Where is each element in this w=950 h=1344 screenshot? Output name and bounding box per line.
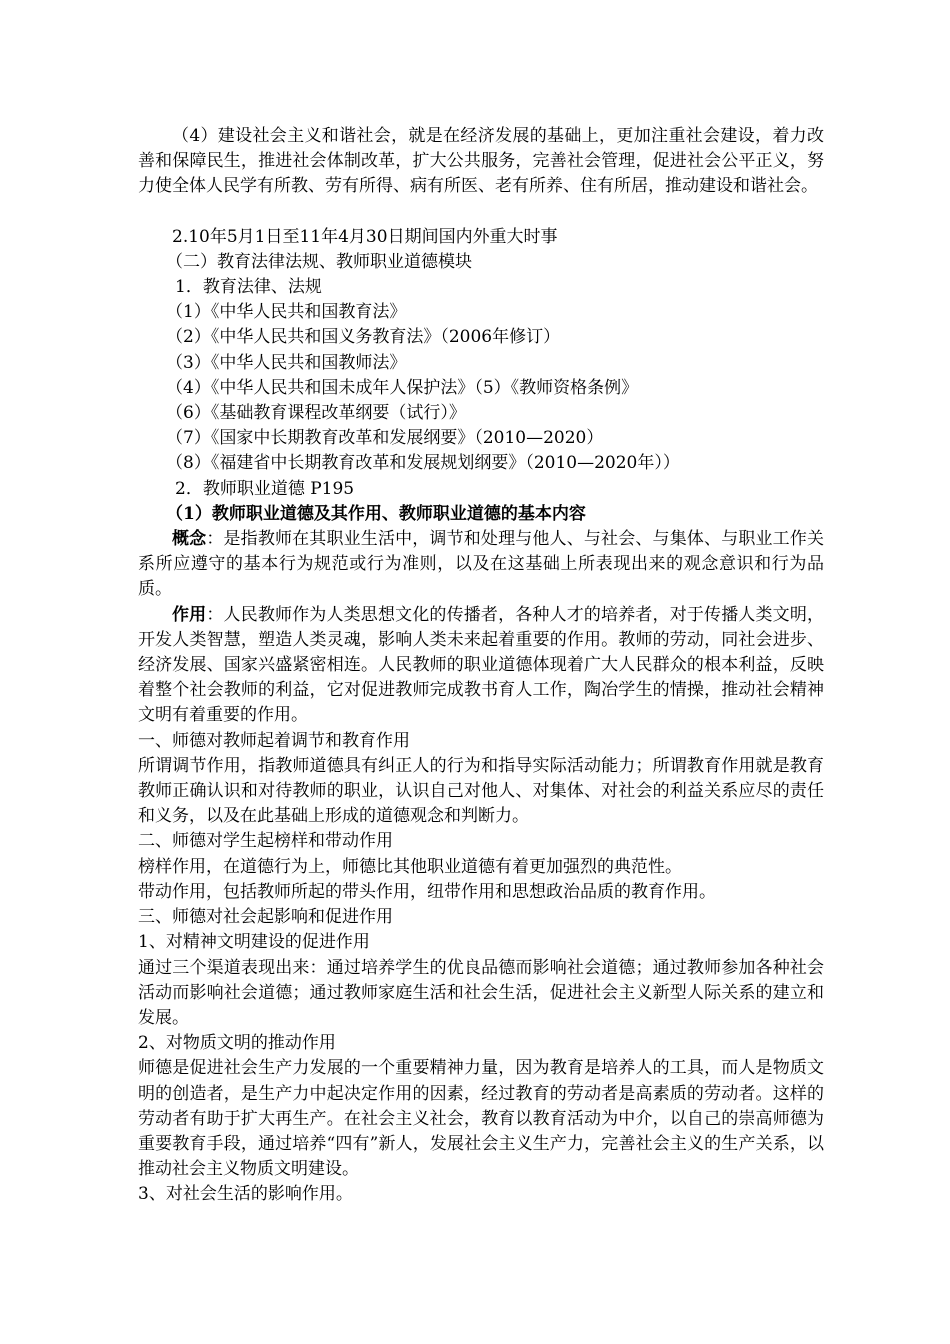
law-item: （6）《基础教育课程改革纲要（试行）》 (166, 403, 466, 424)
role-label: 作用 (172, 604, 207, 625)
section-title: 一、师德对教师起着调节和教育作用 (138, 730, 410, 751)
document-page (138, 124, 824, 1208)
law-item: （2）《中华人民共和国义务教育法》（2006年修订） (166, 327, 561, 348)
paragraph-concept (138, 527, 824, 603)
section-text: 带动作用，包括教师所起的带头作用，纽带作用和思想政治品质的教育作用。 (138, 881, 716, 902)
concept-label: 概念 (172, 529, 207, 550)
law-item: （7）《国家中长期教育改革和发展纲要》（2010—2020） (166, 428, 604, 449)
subheading-laws: 1．教育法律、法规 (175, 277, 322, 298)
section-title: 三、师德对社会起影响和促进作用 (138, 907, 393, 928)
subsection-text: 通过三个渠道表现出来：通过培养学生的优良品德而影响社会道德；通过教师参加各种社会活动而影响社会道德；通过教师家庭生活和社会生活，促进社会主义新型人际关系的建立和发展。 (138, 957, 824, 1028)
paragraph-role (138, 603, 824, 729)
paragraph-harmonious-society: （4）建设社会主义和谐社会，就是在经济发展的基础上，更加注重社会建设，着力改善和保障民生，推进社会体制改革，扩大公共服务，完善社会管理，促进社会公平正义，努力使全体人民学有所教、劳有所得、病有所医、老有所养、住有所居，推动建设和谐社会。 (138, 126, 824, 197)
subsection-text: 师德是促进社会生产力发展的一个重要精神力量，因为教育是培养人的工具，而人是物质文明的创造者，是生产力中起决定作用的因素，经过教育的劳动者是高素质的劳动者。这样的劳动者有助于扩大再生产。在社会主义社会，教育以教育活动为中介，以自己的崇高师德为重要教育手段，通过培养“四有”新人，发展社会主义生产力，完善社会主义的生产关系，以推动社会主义物质文明建设。 (138, 1058, 824, 1180)
role-text: ：人民教师作为人类思想文化的传播者，各种人才的培养者，对于传播人类文明，开发人类智慧，塑造人类灵魂，影响人类未来起着重要的作用。教师的劳动，同社会进步、经济发展、国家兴盛紧密相连。人民教师的职业道德体现着广大人民群众的根本利益，反映着整个社会教师的利益，它对促进教师完成教书育人工作，陶冶学生的情操，推动社会精神文明有着重要的作用。 (138, 604, 825, 726)
section-text: 榜样作用，在道德行为上，师德比其他职业道德有着更加强烈的典范性。 (138, 856, 682, 877)
heading-ethics-role: （1）教师职业道德及其作用、教师职业道德的基本内容 (166, 503, 586, 524)
subsection-title: 1、对精神文明建设的促进作用 (138, 932, 370, 953)
subsection-title: 2、对物质文明的推动作用 (138, 1033, 336, 1054)
module-heading: （二）教育法律法规、教师职业道德模块 (166, 251, 472, 272)
section-title: 二、师德对学生起榜样和带动作用 (138, 831, 393, 852)
subsection-title: 3、对社会生活的影响作用。 (138, 1184, 353, 1205)
section-text: 所谓调节作用，指教师道德具有纠正人的行为和指导实际活动能力；所谓教育作用就是教育教师正确认识和对待教师的职业，认识自己对他人、对集体、对社会的利益关系应尽的责任和义务，以及在此基础上形成的道德观念和判断力。 (138, 755, 824, 827)
item-major-events: 2.10年5月1日至11年4月30日期间国内外重大时事 (172, 226, 558, 247)
concept-text: ：是指教师在其职业生活中，调节和处理与他人、与社会、与集体、与职业工作关系所应遵守的基本行为规范或行为准则，以及在这基础上所表现出来的观念意识和行为品质。 (138, 529, 825, 600)
law-item: （4）《中华人民共和国未成年人保护法》（5）《教师资格条例》 (166, 377, 639, 398)
law-item: （1）《中华人民共和国教育法》 (166, 302, 407, 323)
blank-line (138, 200, 824, 225)
law-item: （8）《福建省中长期教育改革和发展规划纲要》（2010—2020年）） (166, 453, 680, 474)
subheading-ethics: 2．教师职业道德 P195 (175, 478, 355, 499)
law-item: （3）《中华人民共和国教师法》 (166, 352, 407, 373)
